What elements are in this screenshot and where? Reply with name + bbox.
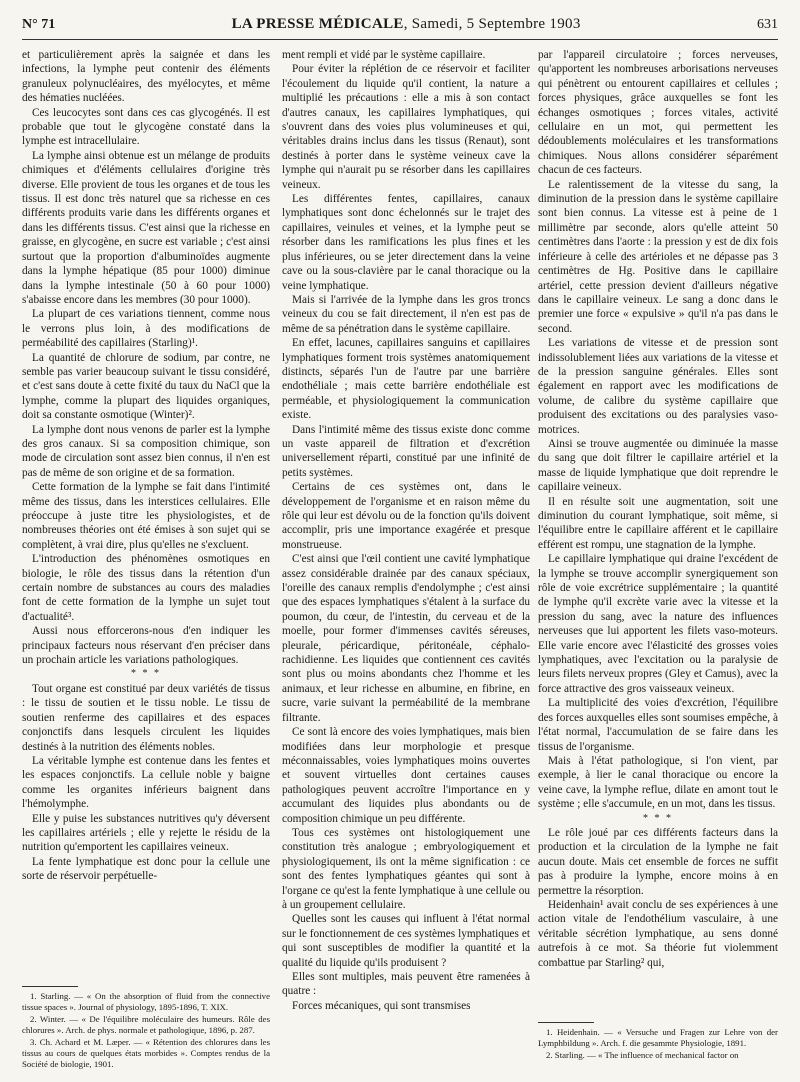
footnotes-left [22,986,270,1071]
paragraph: La lymphe dont nous venons de parler est la lymphe des gros canaux. Si sa composition chimique, son mode de circulation sont assez bien connus, il n'en est pas de même de son origine et de sa formation. [22,423,270,479]
paragraph: Ainsi se trouve augmentée ou diminuée la masse du sang que doit filtrer le capillaire artériel et la masse de liquide lymphatique que doit reprendre le capillaire veineux. [538,437,778,494]
paragraph: Il en résulte soit une augmentation, soit une diminution du courant lymphatique, soit même, si l'équilibre entre le capillaire afférent et le capillaire efférent est rompu, une stagnation de la lymphe. [538,495,778,551]
paragraph: Elles sont multiples, mais peuvent être ramenées à quatre : [282,971,530,998]
paragraph: Cette formation de la lymphe se fait dans l'intimité même des tissus, dans les interstices cellulaires. Elle préoccupe à juste titre les physiologistes, et de nombreuses théories ont été émises à son sujet qui se complètent, à vrai dire, plus qu'elles ne s'excluent. [22,481,270,551]
footnote: 1. Starling. — « On the absorption of fluid from the connective tissue spaces ». Journal of physiology, 1895-1896, T. XIX. [22,991,270,1012]
paragraph: Tout organe est constitué par deux variétés de tissus : le tissu de soutien et le tissu noble. Le tissu de soutien renferme des capillaires et des espaces conjonctifs dans lesquels circulent les liquides destinés à la nutrition des éléments nobles. [22,682,270,753]
paragraph: Forces mécaniques, qui sont transmises [292,999,471,1012]
paragraph: Quelles sont les causes qui influent à l'état normal sur le fonctionnement de ces systèmes lymphatiques et qui sont susceptibles de modifier la quantité et la qualité du liquide qu'ils produisent ? [282,913,530,969]
paragraph: Elle y puise les substances nutritives qu'y déversent les capillaires artériels ; elle y rejette le résidu de la nutrition qu'emportent les capillaires veineux. [22,812,270,854]
paragraph: ment rempli et vidé par le système capillaire. [282,49,486,61]
paragraph: L'introduction des phénomènes osmotiques en biologie, le rôle des tissus dans la rétention d'un certain nombre de substances au cours des maladies font de cette formation de la lymphe un sujet tout d'actualité³. [22,553,270,623]
paragraph: Mais à l'état pathologique, si l'on vient, par exemple, à lier le canal thoracique ou encore la veine cave, la lymphe reflue, dilate en amont tout le système ; elle s'accumule, en un mot, dans les tissus. [538,754,778,811]
paragraph: En effet, lacunes, capillaires sanguins et capillaires lymphatiques forment trois systèmes anatomiquement distincts, séparés l'un de l'autre par une barrière endothéliale ; mais cette barrière endothéliale est perméable, et physiologiquement la communication existe. [282,337,530,422]
footnotes-right [538,1022,778,1062]
column-middle [282,48,530,1068]
paragraph: Le capillaire lymphatique qui draine l'excédent de la lymphe se trouve accomplir synergiquement son rôle de voie excrétrice supplémentaire ; la quantité de lymphe qu'il excrète varie avec la vitesse et la pression du sang, avec la nature des influences nerveuses que lui apportent les filets vaso-moteurs. Elle varie encore avec l'élasticité des grosses voies lymphatiques, avec l'excitation ou la paralysie de leurs filets nerveux propres (Gley et Camus), avec la force attractive des gros vaisseaux veineux. [538,553,778,695]
issue-date: , Samedi, 5 Septembre 1903 [403,16,581,32]
paragraph: Ces leucocytes sont dans ces cas glycogénés. Il est probable que tout le glycogène constaté dans la lymphe est intracellulaire. [22,106,270,148]
header-rule [22,39,778,40]
paragraph: Les différentes fentes, capillaires, canaux lymphatiques sont donc échelonnés sur le trajet des capillaires, veinules et veines, et la lymphe peut se résorber dans les ramifications les plus fines et les plus inférieures, ou se jeter directement dans la veine cave ou la sous-clavière par le canal thoracique ou la veine lymphatique. [282,193,530,292]
footnote: 2. Winter. — « De l'équilibre moléculaire des humeurs. Rôle des chlorures ». Arch. de phys. normale et pathologique, 1896, p. 287. [22,1014,270,1035]
paragraph: Aussi nous efforcerons-nous d'en indiquer les principaux facteurs nous réservant d'en préciser dans un prochain article les variations pathologiques. [22,625,270,667]
paragraph: Tous ces systèmes ont histologiquement une constitution très analogue ; embryologiquement et physiologiquement, ils ont la même signification : ce sont des fentes lymphatiques géantes qui sont à l'organe ce qu'est la fente lymphatique à une cellule ou à un groupement cellulaire. [282,826,530,911]
paragraph: La fente lymphatique est donc pour la cellule une sorte de réservoir perpétuelle- [22,855,270,883]
paragraph: Heidenhain¹ avait conclu de ses expériences à une action vitale de l'endothélium vasculaire, à une véritable sécrétion lymphatique, au sens donné autrefois à ce mot. Sa théorie fut violemment combattue par Starling² qui, [538,898,778,969]
paragraph: Le rôle joué par ces différents facteurs dans la production et la circulation de la lymphe ne fait aucun doute. Mais cet ensemble de forces ne suffit pas à produire la lymphe, encore moins à en permettre la résorption. [538,826,778,897]
issue-number: N° 71 [22,17,56,32]
paragraph: C'est ainsi que l'œil contient une cavité lymphatique assez considérable drainée par des canaux spéciaux, l'oreille des canaux remplis d'endolymphe ; c'est ainsi que des espaces lymphatiques s'étalent à la surface du poumon, du cœur, de l'intestin, du cerveau et de la moelle, pour former d'immenses cavités séreuses, pleurale, péricardique, péritonéale, céphalo-rachidienne. Les liquides que contiennent ces cavités sont plus ou moins abondants chez l'homme et les animaux, et leur richesse en albumine, en fibrine, en sucre, varie suivant la perméabilité de la membrane filtrante. [282,553,530,724]
paragraph: La lymphe ainsi obtenue est un mélange de produits chimiques et d'éléments cellulaires d'origine très diverse. Elle provient de tous les organes et de tous les tissus. Il est donc très naturel que sa richesse en ces différents produits varie dans les différents organes et dans les différents tissus. C'est ainsi que la richesse en graisse, en glycogène, en sucre est variable ; c'est ainsi surtout que la proportion d'albuminoïdes augmente dans la lymphe hépatique (85 pour 1000) diminue dans la lymphe intestinale (50 à 60 pour 1000) s'abaisse encore dans les membres (30 pour 1000). [22,149,270,306]
column-right [538,48,778,1006]
paragraph: Certains de ces systèmes ont, dans le développement de l'organisme et en raison même du rôle qui leur est dévolu ou de la fonction qu'ils doivent accomplir, pris une importance exagérée et presque monstrueuse. [282,481,530,551]
section-divider: * * * [131,668,161,680]
paragraph: Dans l'intimité même des tissus existe donc comme un vaste appareil de filtration et d'excrétion universellement réparti, constitué par une infinité de petits systèmes. [282,423,530,479]
column-left [22,48,270,982]
journal-title [232,16,581,33]
paragraph: La véritable lymphe est contenue dans les fentes et les espaces conjonctifs. La cellule noble y baigne comme les organites inférieurs baignent dans l'hémolymphe. [22,754,270,811]
footnote: 2. Starling. — « The influence of mechanical factor on [546,1050,739,1060]
footnote-separator [22,986,78,987]
page-header [22,16,778,38]
paragraph: Ce sont là encore des voies lymphatiques, mais bien modifiées dans leur morphologie et presque méconnaissables, voies lymphatiques moins ouvertes et souvent virtuelles dont certaines causes pathologiques peuvent accroître l'importance en y accumulant des liquides plus abondants ou de composition chimique un peu différente. [282,726,530,825]
paragraph: et particulièrement après la saignée et dans les infections, la lymphe peut contenir des éléments granuleux polynucléaires, des myélocytes, et même des hématies nucléées. [22,49,270,105]
paragraph: Pour éviter la réplétion de ce réservoir et faciliter l'écoulement du liquide qu'il contient, la nature a multiplié les précautions : elle a mis à son contact d'autres canaux, les capillaires lymphatiques, qui s'ouvrent dans des voies plus volumineuses et qui, véritables drains inclus dans les tissus (Renaut), sont destinés à porter dans le système veineux cave la lymphe qui n'aurait pu se résorber dans les capillaires veineux. [282,63,530,191]
section-divider: * * * [643,812,673,824]
paragraph: Les variations de vitesse et de pression sont indissolublement liées aux variations de la vitesse et de la pression sanguine générales. Elles sont également en rapport avec les modifications de volume, de calibre du système capillaire que produisent des excitations ou des paralysies vaso-motrices. [538,337,778,436]
paragraph: Le ralentissement de la vitesse du sang, la diminution de la pression dans le système capillaire sont bien connus. La vitesse est à peine de 1 millimètre par seconde, alors qu'elle atteint 50 centimètres dans l'aorte : la pression y est de dix fois inférieure à celle des artérioles et ne dépasse pas 3 centimètres de Hg. Positive dans le capillaire artériel, cette pression devient d'ailleurs négative dans le capillaire veineux. Le sang a donc dans le premier une force « expulsive » qu'il n'a pas dans le second. [538,178,778,335]
paragraph: La multiplicité des voies d'excrétion, l'équilibre des forces auxquelles elles sont soumises empêche, à l'état normal, l'accumulation de se faire dans les tissus de l'organisme. [538,697,778,753]
paragraph: Mais si l'arrivée de la lymphe dans les gros troncs veineux du cou se fait directement, il n'en est pas de même de sa pénétration dans le système capillaire. [282,293,530,335]
footnote-separator [538,1022,594,1023]
paragraph: La quantité de chlorure de sodium, par contre, ne semble pas varier beaucoup suivant le tissu considéré, et c'est sans doute à cette fixité du taux du NaCl que la lymphe, comme la plupart des liquides organiques, doit sa constante osmotique (Winter)². [22,351,270,422]
paragraph: La plupart de ces variations tiennent, comme nous le verrons plus loin, à des modifications de perméabilité des capillaires (Starling)¹. [22,308,270,350]
paragraph: par l'appareil circulatoire ; forces nerveuses, qu'apportent les nombreuses arborisations nerveuses qui pénètrent ou entourent capillaires et cellules ; forces physiques, grâce auxquelles se font les échanges osmotiques ; forces vitales, activité cellulaire en un mot, qui permettent les dédoublements moléculaires et les transformations chimiques. Nous allons considérer séparément chacun de ces facteurs. [538,49,778,177]
footnote: 1. Heidenhain. — « Versuche und Fragen zur Lehre von der Lymphbildung ». Arch. f. die gesammte Physiologie, 1891. [538,1027,778,1048]
footnote: 3. Ch. Achard et M. Læper. — « Rétention des chlorures dans les tissus au cours de quelques états morbides ». Comptes rendus de la Société de biologie, 1901. [22,1037,270,1069]
page-number: 631 [757,17,778,32]
journal-name: LA PRESSE MÉDICALE [231,16,404,32]
